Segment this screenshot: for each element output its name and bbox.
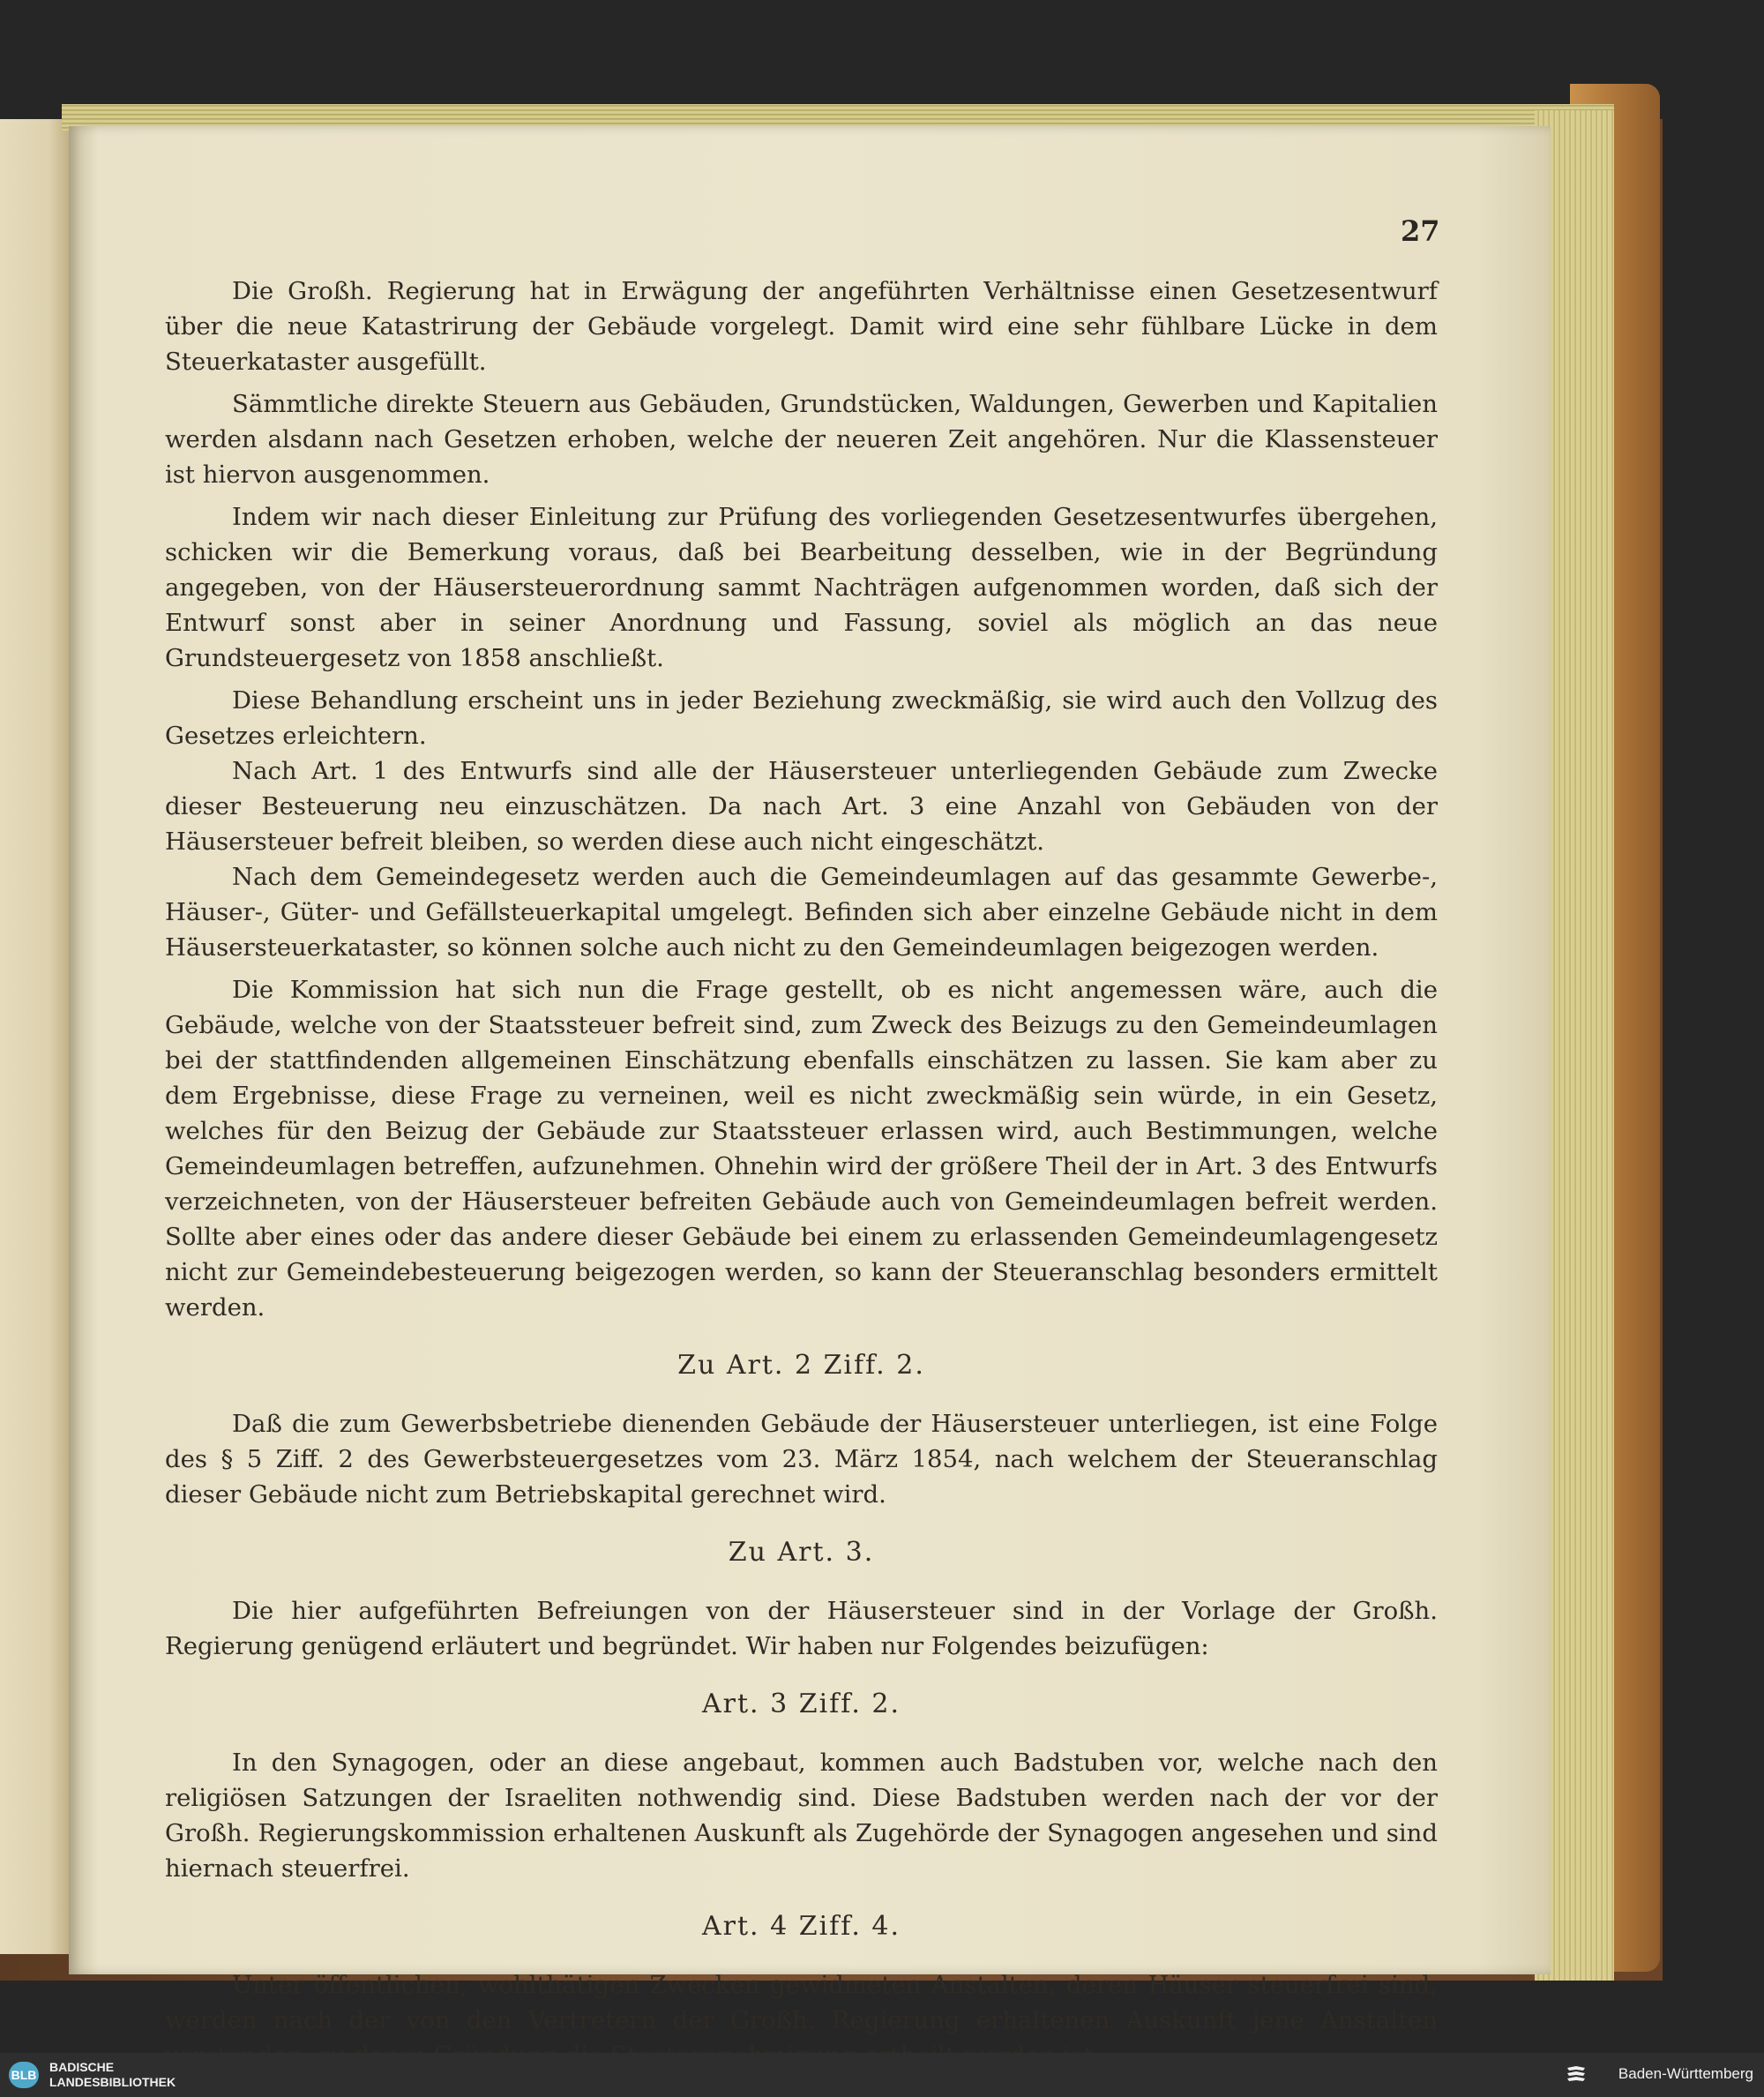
section-heading: Zu Art. 2 Ziff. 2. — [677, 1350, 925, 1381]
section-heading: Art. 4 Ziff. 4. — [701, 1911, 901, 1942]
paragraph: Die hier aufgeführten Befreiungen von der Häusersteuer sind in der Vorlage der Großh. Regierung genügend erläutert und begründet. Wir haben nur Folgendes beizufügen: — [165, 1597, 1438, 1660]
paragraph: In den Synagogen, oder an diese angebaut, kommen auch Badstuben vor, welche nach den religiösen Satzungen der Israeliten nothwendig sind. Diese Badstuben werden nach der vor der Großh. Regierungskommission erhaltenen Auskunft als Zugehörde der Synagogen angesehen und sind hiernach steuerfrei. — [165, 1749, 1438, 1883]
library-name[interactable] — [49, 2060, 176, 2090]
paragraph: Nach Art. 1 des Entwurfs sind alle der Häusersteuer unterliegenden Gebäude zum Zwecke dieser Besteuerung neu einzuschätzen. Da nach Art. 3 eine Anzahl von Gebäuden von der Häusersteuer befreit bleiben, so werden diese auch nicht eingeschätzt. — [165, 757, 1438, 856]
paragraph: Unter öffentlichen, wohlthätigen Zwecken gewidmeten Anstalten, deren Häuser steuerfrei sind, werden nach der von den Vertretern der Großh. Regierung erhaltenen Auskunft jene Anstalten — [165, 1971, 1438, 2034]
paragraph: Daß die zum Gewerbsbetriebe dienenden Gebäude der Häusersteuer unterliegen, ist eine Folge des § 5 Ziff. 2 des Gewerbsteuergesetzes vom 23. März 1854, nach welchem der Steueranschlag dieser Gebäude nicht zum Betriebskapital gerechnet wird. — [165, 1410, 1438, 1509]
library-name-line-2: LANDESBIBLIOTHEK — [49, 2075, 176, 2089]
paragraph: Die Kommission hat sich nun die Frage gestellt, ob es nicht angemessen wäre, auch die Gebäude, welche von der Staatssteuer befreit sind, zum Zweck des Beizugs zu den Gemeindeumlagen bei der stattfindenden allgemeinen Einschätzung ebenfalls einschätzen zu lassen. Sie kam aber zu dem Ergebnisse, diese Frage zu verneinen, weil es nicht zweckmäßig sein würde, in ein Gesetz, welches für den Beizug der Gebäude zur Staatssteuer erlassen wird, auch Bestimmungen, welche Gemeindeumlagen betreffen, aufzunehmen. Ohnehin wird der größere Theil der in Art. 3 des Entwurfs verzeichneten, von der Häusersteuer befreiten Gebäude auch von Gemeindeumlagen befreit werden. Sollte aber eines oder das andere dieser Gebäude bei einem zu erlassenden Gemeindeumlagengesetz nicht zur Gemeindebesteuerung beigezogen werden, so kann der Steueranschlag besonders ermittelt werden. — [165, 976, 1438, 1322]
paragraph: Nach dem Gemeindegesetz werden auch die Gemeindeumlagen auf das gesammte Gewerbe-, Häuser-, Güter- und Gefällsteuerkapital umgelegt. Befinden sich aber einzelne Gebäude nicht in dem Häusersteuerkataster, so können solche auch nicht zu den Gemeindeumlagen beigezogen werden. — [165, 863, 1438, 962]
paragraph: Die Großh. Regierung hat in Erwägung der angeführten Verhältnisse einen Gesetzesentwurf über die neue Katastrirung der Gebäude vorgelegt. Damit wird eine sehr fühlbare Lücke in dem Steuerkataster ausgefüllt. — [165, 277, 1438, 376]
page-number: 27 — [1401, 214, 1440, 248]
page-text — [165, 273, 1438, 2073]
section-heading: Zu Art. 3. — [728, 1537, 875, 1568]
state-name[interactable]: Baden-Württemberg — [1618, 2065, 1753, 2082]
paragraph: Indem wir nach dieser Einleitung zur Prüfung des vorliegenden Gesetzesentwurfes übergehen, schicken wir die Bemerkung voraus, daß bei Bearbeitung desselben, wie in der Begründung angegeben, von der Häusersteuerordnung sammt Nachträgen aufgenommen worden, daß sich der Entwurf sonst aber in seiner Anordnung und Fassung, soviel als möglich an das neue Grundsteuergesetz von 1858 anschließt. — [165, 503, 1438, 672]
viewer-footer — [0, 2053, 1764, 2097]
coat-of-arms-icon — [1565, 2063, 1588, 2086]
section-heading: Art. 3 Ziff. 2. — [701, 1689, 901, 1719]
paragraph: Sämmtliche direkte Steuern aus Gebäuden, Grundstücken, Waldungen, Gewerben und Kapitalien werden alsdann nach Gesetzen erhoben, welche der neueren Zeit angehören. Nur die Klassensteuer ist hiervon ausgenommen. — [165, 390, 1438, 489]
library-name-line-1: BADISCHE — [49, 2060, 115, 2074]
blb-logo[interactable]: BLB — [9, 2062, 39, 2088]
paragraph: Diese Behandlung erscheint uns in jeder Beziehung zweckmäßig, sie wird auch den Vollzug des Gesetzes erleichtern. — [165, 686, 1438, 750]
left-page-edge — [0, 119, 71, 1954]
